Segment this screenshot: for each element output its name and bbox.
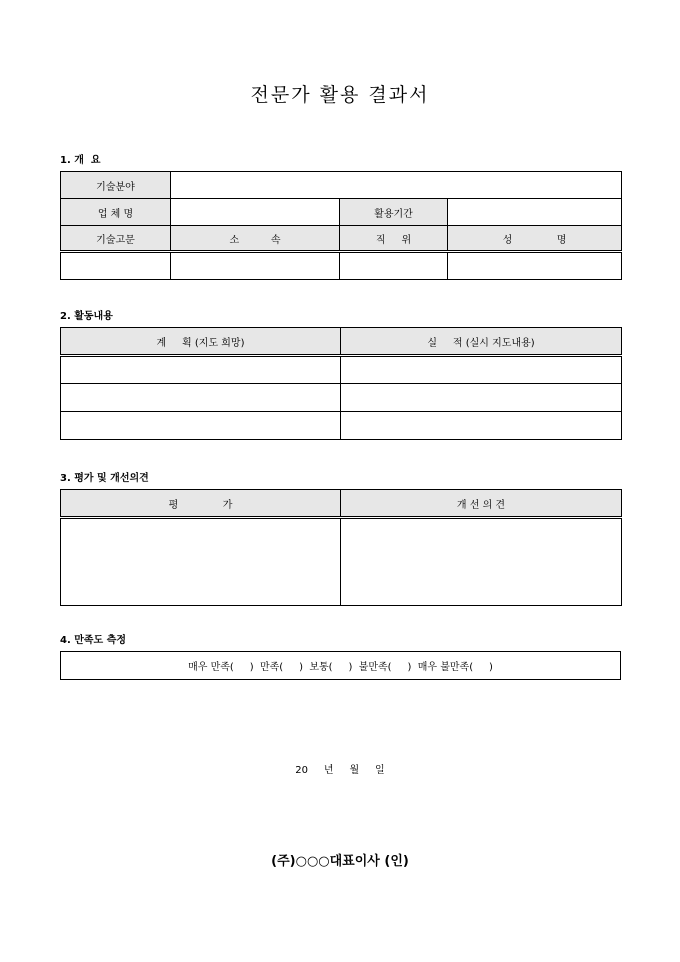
company-name-label: 업 체 명 <box>61 199 171 226</box>
affiliation-label: 소 속 <box>171 226 340 252</box>
name-label: 성 명 <box>448 226 622 252</box>
position-input[interactable] <box>340 252 448 280</box>
section-2-heading: 2. 활동내용 <box>60 311 113 322</box>
plan-cell[interactable] <box>61 412 341 440</box>
date-line: 20 년 월 일 <box>295 765 385 776</box>
satisfaction-options[interactable] <box>60 651 621 680</box>
position-label: 직 위 <box>340 226 448 252</box>
affiliation-input[interactable] <box>171 252 340 280</box>
satisfaction-options-text: 매우 만족( ) 만족( ) 보통( ) 불만족( ) 매우 불만족( ) <box>188 662 493 673</box>
name-input[interactable] <box>448 252 622 280</box>
result-cell[interactable] <box>341 412 622 440</box>
company-name-input[interactable] <box>171 199 340 226</box>
evaluation-header: 평 가 <box>61 490 341 518</box>
result-cell[interactable] <box>341 384 622 412</box>
usage-period-label: 활용기간 <box>340 199 448 226</box>
consultant-input[interactable] <box>61 252 171 280</box>
section-1-heading: 1. 개 요 <box>60 155 101 166</box>
tech-field-label: 기술분야 <box>61 172 171 199</box>
activity-table <box>60 327 622 440</box>
result-cell[interactable] <box>341 356 622 384</box>
plan-cell[interactable] <box>61 356 341 384</box>
improvement-cell[interactable] <box>341 518 622 606</box>
document-title: 전문가 활용 결과서 <box>250 84 430 106</box>
evaluation-cell[interactable] <box>61 518 341 606</box>
result-header: 실 적 (실시 지도내용) <box>341 328 622 356</box>
section-4-heading: 4. 만족도 측정 <box>60 635 127 646</box>
plan-header: 계 획 (지도 희망) <box>61 328 341 356</box>
evaluation-table <box>60 489 622 606</box>
improvement-header: 개 선 의 견 <box>341 490 622 518</box>
consultant-label: 기술고문 <box>61 226 171 252</box>
section-3-heading: 3. 평가 및 개선의견 <box>60 473 149 484</box>
plan-cell[interactable] <box>61 384 341 412</box>
overview-table <box>60 171 622 280</box>
tech-field-input[interactable] <box>171 172 622 199</box>
signature-line: (주)○○○대표이사 (인) <box>271 854 409 869</box>
usage-period-input[interactable] <box>448 199 622 226</box>
